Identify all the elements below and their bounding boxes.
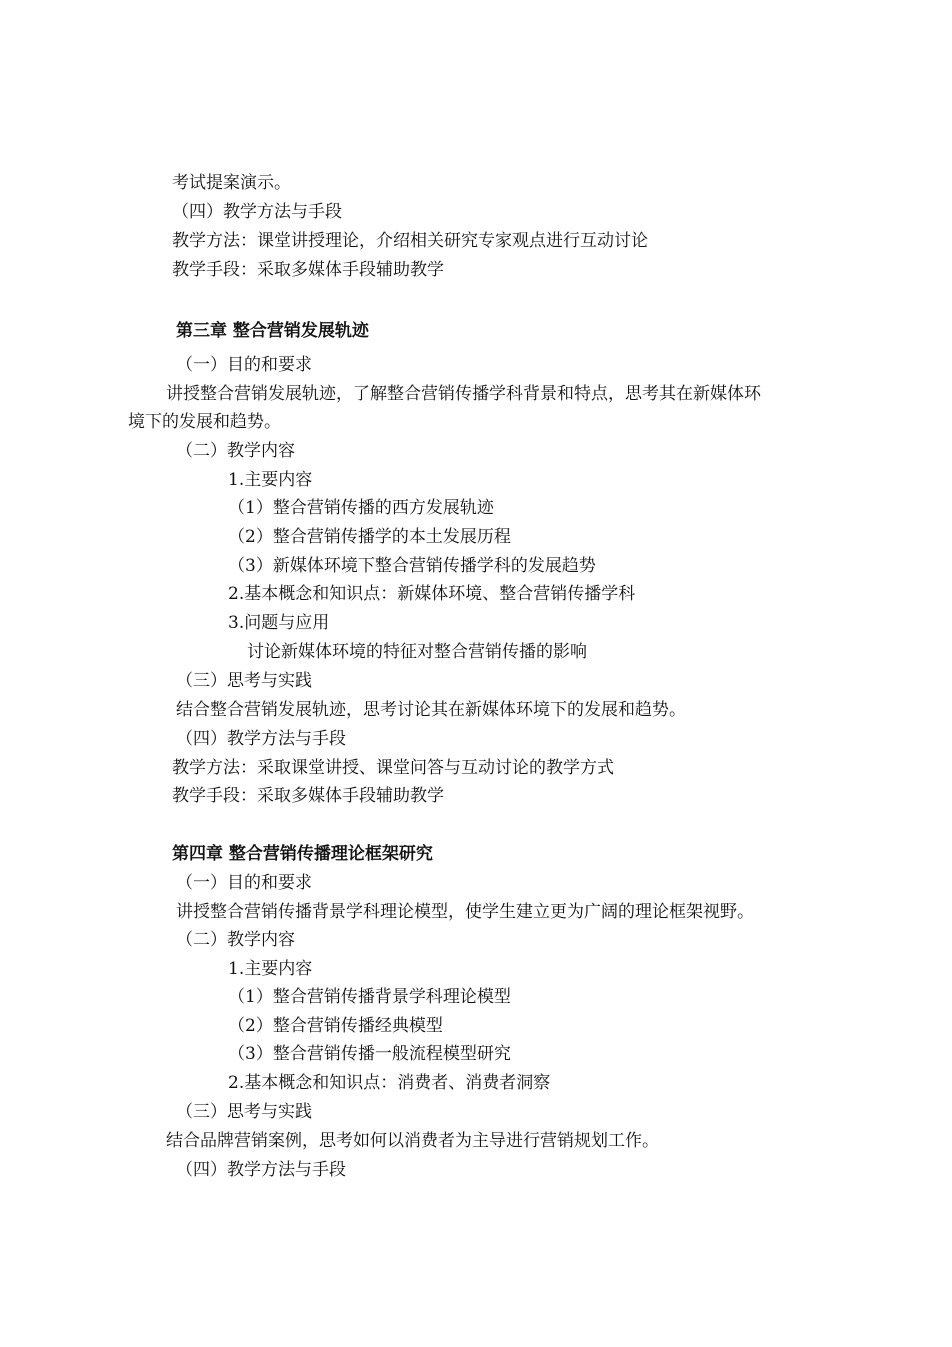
list-item: （2）整合营销传播学的本土发展历程 — [228, 527, 511, 547]
list-item: （3）整合营销传播一般流程模型研究 — [228, 1044, 511, 1064]
text-line: 教学方法：采取课堂讲授、课堂问答与互动讨论的教学方式 — [172, 758, 614, 778]
section-heading: （三）思考与实践 — [176, 671, 312, 691]
paragraph-line: 讲授整合营销传播背景学科理论模型，使学生建立更为广阔的理论框架视野。 — [176, 902, 754, 922]
list-item: （3）新媒体环境下整合营销传播学科的发展趋势 — [228, 556, 596, 576]
list-item: 讨论新媒体环境的特征对整合营销传播的影响 — [247, 642, 587, 662]
list-item: （1）整合营销传播背景学科理论模型 — [228, 987, 511, 1007]
text-line: 教学方法：课堂讲授理论，介绍相关研究专家观点进行互动讨论 — [172, 231, 648, 251]
text-line: 教学手段：采取多媒体手段辅助教学 — [172, 786, 444, 806]
section-heading: （一）目的和要求 — [176, 355, 312, 375]
list-item: （2）整合营销传播经典模型 — [228, 1016, 443, 1036]
list-item: 2.基本概念和知识点：消费者、消费者洞察 — [228, 1073, 551, 1093]
section-heading: （二）教学内容 — [176, 930, 295, 950]
paragraph-line: 境下的发展和趋势。 — [128, 412, 281, 432]
section-heading: （三）思考与实践 — [176, 1102, 312, 1122]
list-item: 2.基本概念和知识点：新媒体环境、整合营销传播学科 — [228, 584, 636, 604]
list-item: 1.主要内容 — [228, 470, 313, 490]
list-item: （1）整合营销传播的西方发展轨迹 — [228, 498, 494, 518]
section-heading: （四）教学方法与手段 — [176, 1160, 346, 1180]
paragraph-line: 结合品牌营销案例，思考如何以消费者为主导进行营销规划工作。 — [166, 1131, 659, 1151]
section-heading: （一）目的和要求 — [176, 873, 312, 893]
list-item: 1.主要内容 — [228, 959, 313, 979]
paragraph-line: 结合整合营销发展轨迹，思考讨论其在新媒体环境下的发展和趋势。 — [176, 700, 686, 720]
chapter-title: 第四章 整合营销传播理论框架研究 — [172, 844, 433, 864]
paragraph-line: 讲授整合营销发展轨迹，了解整合营销传播学科背景和特点，思考其在新媒体环 — [166, 384, 761, 404]
section-heading: （四）教学方法与手段 — [172, 202, 342, 222]
section-heading: （二）教学内容 — [176, 441, 295, 461]
section-heading: （四）教学方法与手段 — [176, 729, 346, 749]
list-item: 3.问题与应用 — [228, 613, 330, 633]
text-line: 考试提案演示。 — [172, 173, 291, 193]
chapter-title: 第三章 整合营销发展轨迹 — [176, 321, 369, 341]
text-line: 教学手段：采取多媒体手段辅助教学 — [172, 260, 444, 280]
